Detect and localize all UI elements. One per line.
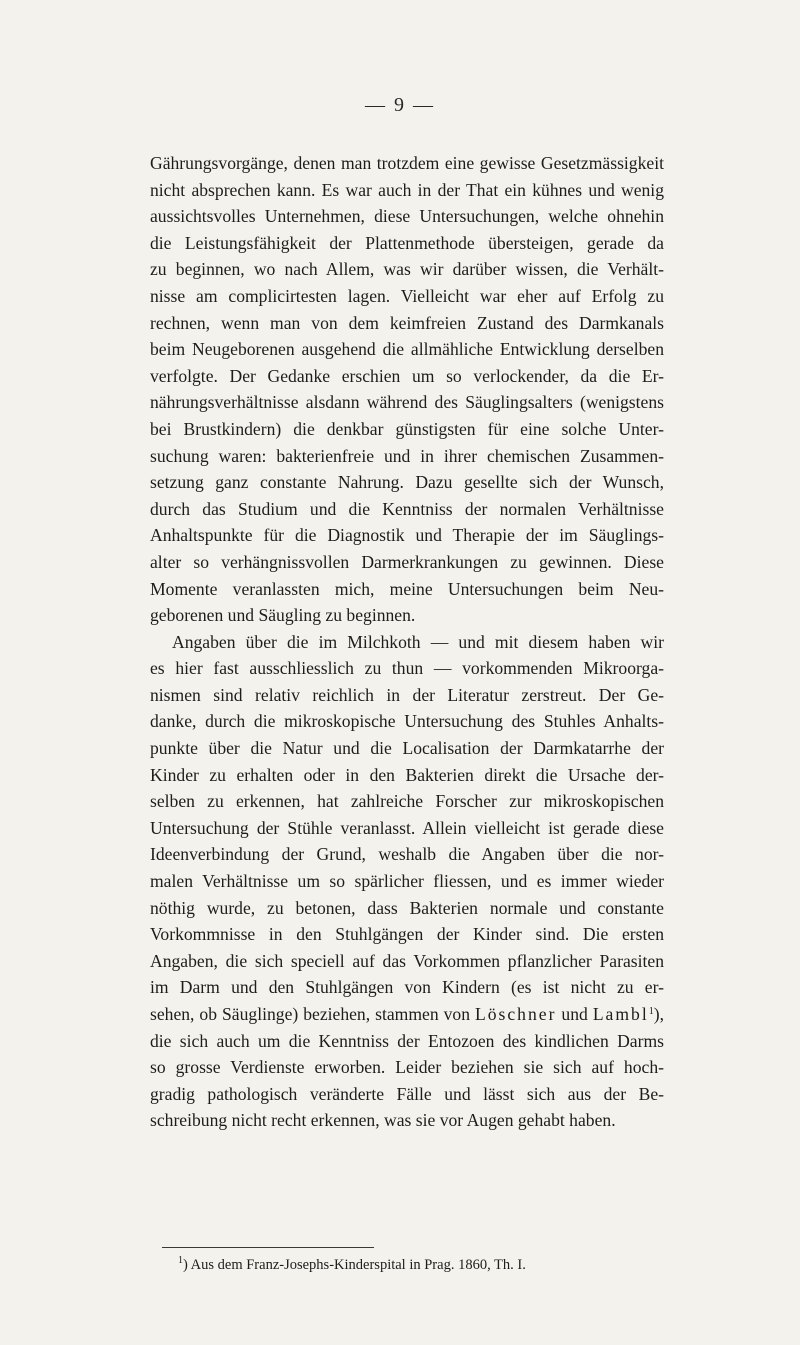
footnote-text: Aus dem Franz-Josephs-Kinderspital in Prag. 1860, Th. I.: [187, 1257, 526, 1273]
text-line: malen Verhältnisse um so spärlicher fliessen, und es immer wieder: [150, 871, 664, 892]
footnote-divider: [162, 1247, 374, 1248]
body-text: [150, 150, 664, 1134]
author-loeschner: Löschner: [474, 1004, 557, 1024]
text-line: Vorkommnisse in den Stuhlgängen der Kinder sind. Die ersten: [150, 924, 664, 945]
footnote-marker: 1: [178, 1255, 183, 1266]
text-line: Momente veranlassten mich, meine Untersuchungen beim Neu-: [150, 578, 664, 599]
text-line: bei Brustkindern) die denkbar günstigsten für eine solche Unter-: [150, 418, 664, 439]
text-line: schreibung nicht recht erkennen, was sie vor Augen gehabt haben.: [150, 1110, 616, 1131]
text-line: punkte über die Natur und die Localisation der Darmkatarrhe der: [150, 738, 664, 759]
text-line: danke, durch die mikroskopische Untersuchung des Stuhles Anhalts-: [150, 711, 664, 732]
citation-line: [150, 1001, 664, 1028]
text-line: suchung waren: bakterienfreie und in ihrer chemischen Zusammen-: [150, 445, 664, 466]
text-line: zu beginnen, wo nach Allem, was wir darüber wissen, die Verhält-: [150, 259, 664, 280]
text-line: nismen sind relativ reichlich in der Literatur zerstreut. Der Ge-: [150, 684, 664, 705]
text-line: es hier fast ausschliesslich zu thun — vorkommenden Mikroorga-: [150, 658, 664, 679]
text-line: so grosse Verdienste erworben. Leider beziehen sie sich auf hoch-: [150, 1057, 664, 1078]
paragraph-2: [150, 629, 664, 1134]
text-line: Anhaltspunkte für die Diagnostik und Therapie der im Säuglings-: [150, 525, 664, 546]
citation-text-before: sehen, ob Säuglinge) beziehen, stammen von: [150, 1004, 475, 1024]
text-line: Kinder zu erhalten oder in den Bakterien direkt die Ursache der-: [150, 764, 664, 785]
text-line: alter so verhängnissvollen Darmerkrankungen zu gewinnen. Diese: [150, 551, 664, 572]
text-line: geborenen und Säugling zu beginnen.: [150, 605, 416, 626]
text-line: verfolgte. Der Gedanke erschien um so verlockender, da die Er-: [150, 365, 664, 386]
text-line: Gährungsvorgänge, denen man trotzdem eine gewisse Gesetzmässigkeit: [150, 153, 664, 173]
citation-and: und: [556, 1004, 593, 1024]
author-lambl: Lambl: [592, 1004, 649, 1024]
paragraph-1: [150, 150, 664, 629]
citation-text-after: ),: [653, 1004, 665, 1024]
footnote-paren: ): [183, 1257, 188, 1273]
text-line: gradig pathologisch veränderte Fälle und lässt sich aus der Be-: [150, 1083, 664, 1104]
text-line: Untersuchung der Stühle veranlasst. Allein vielleicht ist gerade diese: [150, 817, 664, 838]
text-line: setzung ganz constante Nahrung. Dazu gesellte sich der Wunsch,: [150, 472, 664, 493]
footnote-reference: 1: [648, 1006, 654, 1017]
text-line: die sich auch um die Kenntniss der Entozoen des kindlichen Darms: [150, 1030, 664, 1051]
text-line: beim Neugeborenen ausgehend die allmähliche Entwicklung derselben: [150, 339, 664, 360]
text-line: die Leistungsfähigkeit der Plattenmethode übersteigen, gerade da: [150, 232, 664, 253]
text-line: Angaben über die im Milchkoth — und mit diesem haben wir: [172, 631, 664, 652]
text-line: Ideenverbindung der Grund, weshalb die Angaben über die nor-: [150, 844, 664, 865]
text-line: durch das Studium und die Kenntniss der normalen Verhältnisse: [150, 498, 664, 519]
text-line: Angaben, die sich speciell auf das Vorkommen pflanzlicher Parasiten: [150, 950, 664, 971]
text-line: nährungsverhältnisse alsdann während des Säuglingsalters (wenigstens: [150, 392, 664, 413]
text-line: nöthig wurde, zu betonen, dass Bakterien normale und constante: [150, 897, 664, 918]
text-line: im Darm und den Stuhlgängen von Kindern (es ist nicht zu er-: [150, 977, 664, 998]
footnote: [178, 1255, 526, 1275]
text-line: nicht absprechen kann. Es war auch in der That ein kühnes und wenig: [150, 179, 664, 200]
page-number: — 9 —: [365, 94, 435, 116]
text-line: rechnen, wenn man von dem keimfreien Zustand des Darmkanals: [150, 312, 664, 333]
text-line: aussichtsvolles Unternehmen, diese Untersuchungen, welche ohnehin: [150, 206, 664, 227]
text-line: selben zu erkennen, hat zahlreiche Forscher zur mikroskopischen: [150, 791, 664, 812]
text-line: nisse am complicirtesten lagen. Vielleicht war eher auf Erfolg zu: [150, 285, 664, 306]
